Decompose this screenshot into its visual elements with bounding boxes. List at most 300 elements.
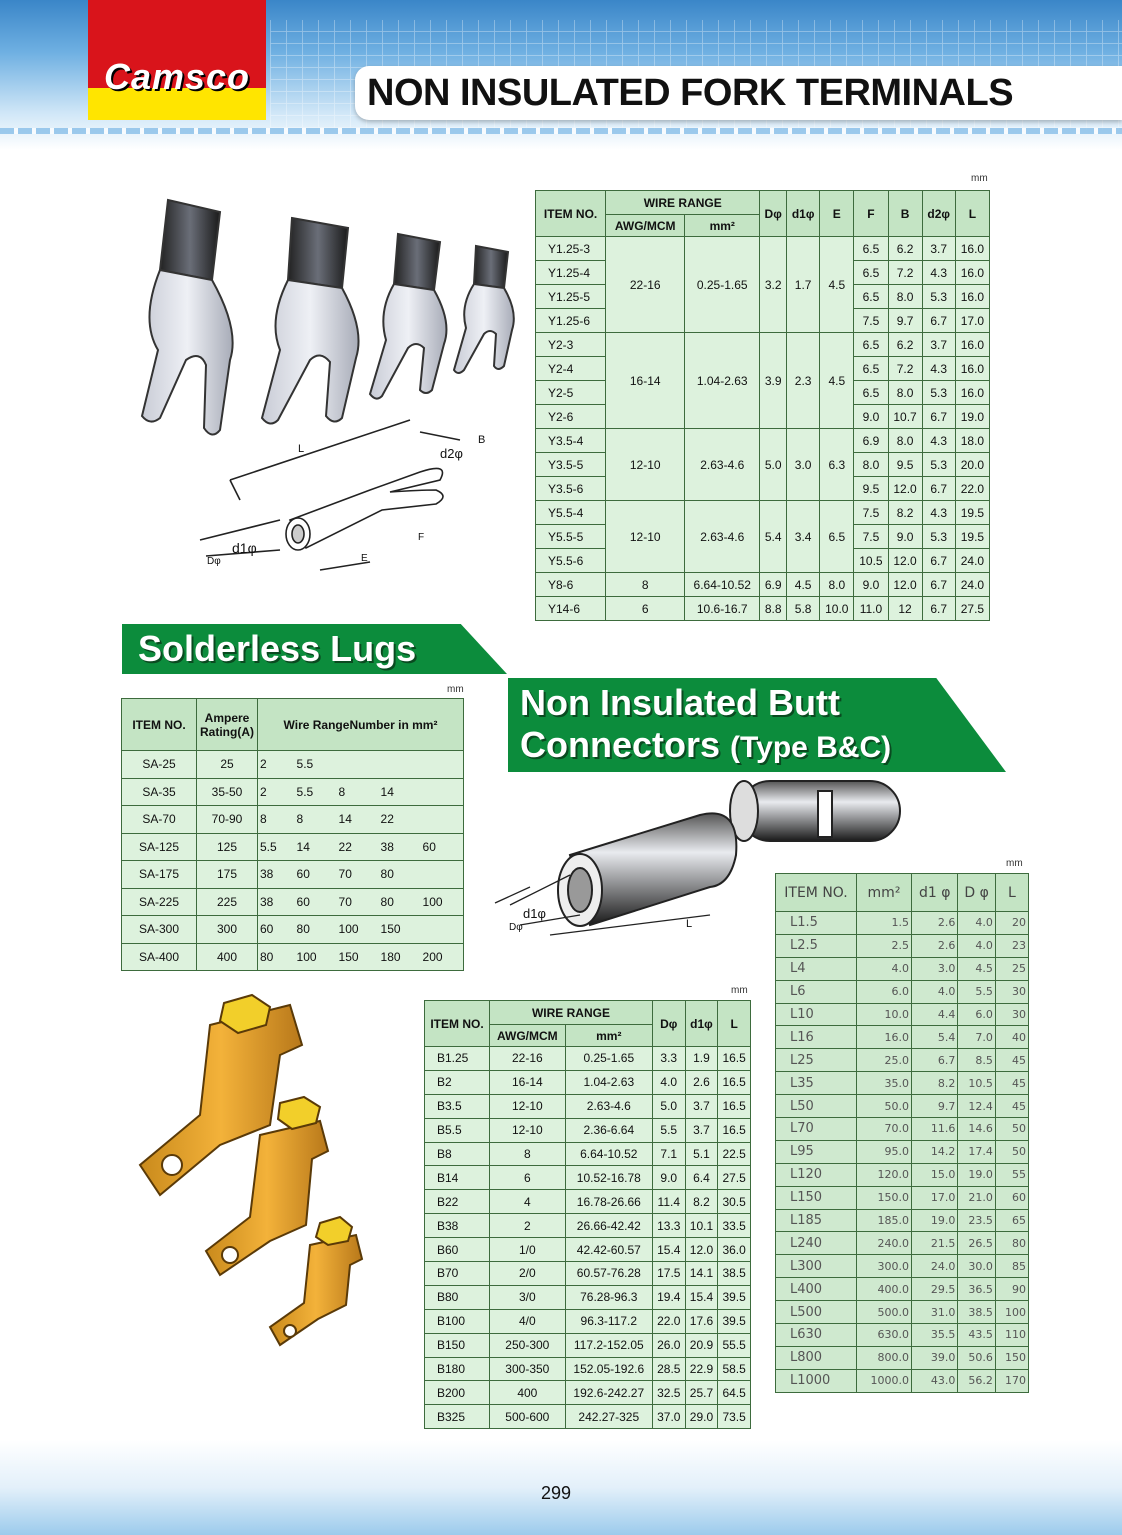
f-cell: 7.5	[854, 309, 888, 333]
d2-cell: 5.3	[922, 381, 955, 405]
item-no-cell: B70	[425, 1262, 490, 1286]
wire-size-cell: 200	[421, 943, 464, 971]
d-cell: 26.5	[958, 1232, 996, 1255]
fork-terminal-table	[535, 190, 990, 621]
f-cell: 6.5	[854, 285, 888, 309]
d1-cell: 4.4	[912, 1003, 958, 1026]
mm2-cell: 2.63-4.6	[565, 1094, 652, 1118]
item-no-cell: B8	[425, 1142, 490, 1166]
d1-cell: 4.0	[912, 980, 958, 1003]
dim-label-d2: d2φ	[440, 446, 463, 461]
wire-size-cell: 60	[295, 888, 337, 916]
b-cell: 7.2	[888, 261, 922, 285]
col-mm2: mm²	[565, 1025, 652, 1047]
item-no-cell: L240	[776, 1232, 857, 1255]
l-cell: 50	[995, 1118, 1028, 1141]
item-no-cell: Y2-5	[536, 381, 606, 405]
f-cell: 6.9	[854, 429, 888, 453]
col-l: L	[718, 1001, 751, 1047]
d-cell: 21.0	[958, 1186, 996, 1209]
item-no-cell: L6	[776, 980, 857, 1003]
d1-cell: 11.6	[912, 1118, 958, 1141]
col-b: B	[888, 191, 922, 237]
d-cell: 4.5	[958, 957, 996, 980]
d1-cell: 3.4	[787, 501, 820, 573]
l-cell: 30.5	[718, 1190, 751, 1214]
wire-size-cell: 70	[337, 861, 379, 889]
awg-cell: 8	[490, 1142, 566, 1166]
l-cell: 58.5	[718, 1357, 751, 1381]
f-cell: 9.5	[854, 477, 888, 501]
d2-cell: 4.3	[922, 357, 955, 381]
b-cell: 8.0	[888, 429, 922, 453]
mm2-cell: 26.66-42.42	[565, 1214, 652, 1238]
butt-connector-b-table	[424, 1000, 751, 1429]
page-title-box	[355, 66, 1122, 120]
mm2-cell: 400.0	[857, 1278, 912, 1301]
fork-terminal-small	[370, 234, 446, 399]
wire-size-cell: 100	[337, 916, 379, 944]
b-cell: 12.0	[888, 549, 922, 573]
item-no-cell: L300	[776, 1255, 857, 1278]
e-cell: 4.5	[820, 237, 854, 333]
f-cell: 8.0	[854, 453, 888, 477]
l-cell: 150	[995, 1346, 1028, 1369]
table-row	[776, 1324, 1029, 1347]
item-no-cell: B80	[425, 1285, 490, 1309]
b-cell: 6.2	[888, 237, 922, 261]
l-cell: 45	[995, 1072, 1028, 1095]
mm2-cell: 70.0	[857, 1118, 912, 1141]
d-cell: 19.0	[958, 1163, 996, 1186]
item-no-cell: B2	[425, 1070, 490, 1094]
d1-cell: 6.7	[912, 1049, 958, 1072]
d1-cell: 1.7	[787, 237, 820, 333]
item-no-cell: L50	[776, 1095, 857, 1118]
d1-cell: 20.9	[685, 1333, 718, 1357]
l-cell: 20	[995, 912, 1028, 935]
d-cell: 11.4	[652, 1190, 685, 1214]
ampere-cell: 225	[197, 888, 258, 916]
d-cell: 37.0	[652, 1405, 685, 1429]
table-row	[122, 833, 464, 861]
item-no-cell: B200	[425, 1381, 490, 1405]
wire-size-cell: 70	[337, 888, 379, 916]
l-cell: 16.5	[718, 1047, 751, 1071]
d2-cell: 5.3	[922, 453, 955, 477]
d2-cell: 6.7	[922, 405, 955, 429]
table-row	[425, 1262, 751, 1286]
d1-cell: 39.0	[912, 1346, 958, 1369]
table-row	[425, 1142, 751, 1166]
d1-cell: 31.0	[912, 1301, 958, 1324]
table-row	[122, 806, 464, 834]
mm2-cell: 60.57-76.28	[565, 1262, 652, 1286]
l-cell: 20.0	[955, 453, 989, 477]
col-d1: d1φ	[787, 191, 820, 237]
table-row	[776, 1209, 1029, 1232]
l-cell: 60	[995, 1186, 1028, 1209]
header-stripe	[0, 128, 1122, 134]
table-row	[536, 501, 990, 525]
table-row	[776, 980, 1029, 1003]
item-no-cell: Y5.5-5	[536, 525, 606, 549]
item-no-cell: Y5.5-4	[536, 501, 606, 525]
item-no-cell: Y5.5-6	[536, 549, 606, 573]
d-cell: 19.4	[652, 1285, 685, 1309]
dim-label-b: B	[478, 434, 486, 446]
d2-cell: 3.7	[922, 333, 955, 357]
table-row	[776, 912, 1029, 935]
f-cell: 10.5	[854, 549, 888, 573]
fork-terminal-large	[142, 200, 233, 435]
item-no-cell: SA-25	[122, 751, 197, 779]
d-cell: 32.5	[652, 1381, 685, 1405]
mm2-cell: 300.0	[857, 1255, 912, 1278]
d2-cell: 4.3	[922, 261, 955, 285]
d-cell: 14.6	[958, 1118, 996, 1141]
wire-size-cell	[421, 778, 464, 806]
d-cell: 4.0	[652, 1070, 685, 1094]
d1-cell: 3.0	[912, 957, 958, 980]
d-cell: 5.0	[760, 429, 787, 501]
b-cell: 7.2	[888, 357, 922, 381]
l-cell: 16.0	[955, 333, 989, 357]
table-row	[425, 1094, 751, 1118]
d1-cell: 2.6	[912, 934, 958, 957]
l-cell: 30	[995, 1003, 1028, 1026]
l-table-unit: mm	[1006, 858, 1023, 869]
col-l: L	[955, 191, 989, 237]
ampere-cell: 125	[197, 833, 258, 861]
col-ampere: Ampere Rating(A)	[197, 699, 258, 751]
page-number: 299	[541, 1483, 572, 1503]
d-cell: 12.4	[958, 1095, 996, 1118]
ampere-cell: 400	[197, 943, 258, 971]
d-cell: 8.5	[958, 1049, 996, 1072]
table-row	[536, 237, 990, 261]
d-cell: 6.0	[958, 1003, 996, 1026]
wire-size-cell: 38	[258, 888, 295, 916]
mm2-cell: 800.0	[857, 1346, 912, 1369]
l-cell: 170	[995, 1369, 1028, 1392]
l-cell: 45	[995, 1049, 1028, 1072]
wire-size-cell: 5.5	[258, 833, 295, 861]
d1-cell: 9.7	[912, 1095, 958, 1118]
d1-cell: 2.3	[787, 333, 820, 429]
item-no-cell: B3.5	[425, 1094, 490, 1118]
d-cell: 3.3	[652, 1047, 685, 1071]
b-cell: 8.0	[888, 381, 922, 405]
wire-size-cell: 60	[295, 861, 337, 889]
b-cell: 9.0	[888, 525, 922, 549]
table-row	[425, 1309, 751, 1333]
table-row	[776, 1163, 1029, 1186]
wire-size-cell: 150	[337, 943, 379, 971]
l-cell: 65	[995, 1209, 1028, 1232]
f-cell: 6.5	[854, 381, 888, 405]
e-cell: 6.5	[820, 501, 854, 573]
mm2-cell: 2.5	[857, 934, 912, 957]
table-row	[776, 1140, 1029, 1163]
table-row	[425, 1357, 751, 1381]
d-cell: 30.0	[958, 1255, 996, 1278]
d-cell: 23.5	[958, 1209, 996, 1232]
wire-size-cell: 5.5	[295, 751, 337, 779]
table-row	[425, 1238, 751, 1262]
item-no-cell: B14	[425, 1166, 490, 1190]
wire-size-cell: 80	[295, 916, 337, 944]
col-item: ITEM NO.	[776, 874, 857, 912]
l-cell: 24.0	[955, 573, 989, 597]
wire-size-cell: 80	[258, 943, 295, 971]
table-row	[425, 1285, 751, 1309]
mm2-cell: 35.0	[857, 1072, 912, 1095]
wire-size-cell: 38	[258, 861, 295, 889]
l-cell: 23	[995, 934, 1028, 957]
l-cell: 40	[995, 1026, 1028, 1049]
awg-cell: 16-14	[606, 333, 685, 429]
d-cell: 3.2	[760, 237, 787, 333]
l-cell: 64.5	[718, 1381, 751, 1405]
mm2-cell: 2.63-4.6	[685, 501, 760, 573]
wire-size-cell: 60	[421, 833, 464, 861]
d-cell: 26.0	[652, 1333, 685, 1357]
l-cell: 30	[995, 980, 1028, 1003]
awg-cell: 8	[606, 573, 685, 597]
item-no-cell: B38	[425, 1214, 490, 1238]
butt-dim-d1: d1φ	[523, 906, 546, 921]
page-title: NON INSULATED FORK TERMINALS	[367, 72, 1014, 114]
item-no-cell: SA-70	[122, 806, 197, 834]
d-cell: 4.0	[958, 912, 996, 935]
d1-cell: 15.4	[685, 1285, 718, 1309]
d1-cell: 8.2	[685, 1190, 718, 1214]
l-cell: 16.0	[955, 261, 989, 285]
l-cell: 33.5	[718, 1214, 751, 1238]
mm2-cell: 117.2-152.05	[565, 1333, 652, 1357]
table-row	[776, 1049, 1029, 1072]
d1-cell: 29.5	[912, 1278, 958, 1301]
item-no-cell: Y2-3	[536, 333, 606, 357]
mm2-cell: 4.0	[857, 957, 912, 980]
f-cell: 9.0	[854, 405, 888, 429]
col-f: F	[854, 191, 888, 237]
wire-size-cell: 150	[379, 916, 421, 944]
butt-connectors-banner	[508, 678, 1006, 772]
table-row	[425, 1190, 751, 1214]
item-no-cell: B5.5	[425, 1118, 490, 1142]
wire-size-cell: 14	[337, 806, 379, 834]
d-cell: 28.5	[652, 1357, 685, 1381]
l-cell: 110	[995, 1324, 1028, 1347]
d1-cell: 17.6	[685, 1309, 718, 1333]
table-row	[536, 573, 990, 597]
mm2-cell: 0.25-1.65	[565, 1047, 652, 1071]
d-cell: 5.5	[958, 980, 996, 1003]
table-row	[776, 1095, 1029, 1118]
mm2-cell: 1.5	[857, 912, 912, 935]
col-l: L	[995, 874, 1028, 912]
wire-size-cell: 2	[258, 778, 295, 806]
d1-cell: 10.1	[685, 1214, 718, 1238]
b-cell: 12	[888, 597, 922, 621]
dim-label-d1: d1φ	[232, 540, 257, 556]
table-row	[776, 934, 1029, 957]
awg-cell: 12-10	[606, 429, 685, 501]
mm2-cell: 2.36-6.64	[565, 1118, 652, 1142]
wire-size-cell: 80	[379, 888, 421, 916]
mm2-cell: 1000.0	[857, 1369, 912, 1392]
d1-cell: 2.6	[685, 1070, 718, 1094]
wire-size-cell: 8	[337, 778, 379, 806]
d-cell: 22.0	[652, 1309, 685, 1333]
f-cell: 6.5	[854, 333, 888, 357]
mm2-cell: 16.78-26.66	[565, 1190, 652, 1214]
l-cell: 16.0	[955, 357, 989, 381]
l-cell: 100	[995, 1301, 1028, 1324]
item-no-cell: Y2-4	[536, 357, 606, 381]
b-table-unit: mm	[731, 985, 748, 996]
mm2-cell: 25.0	[857, 1049, 912, 1072]
item-no-cell: L800	[776, 1346, 857, 1369]
table-row	[776, 1003, 1029, 1026]
d1-cell: 17.0	[912, 1186, 958, 1209]
l-cell: 25	[995, 957, 1028, 980]
d1-cell: 5.8	[787, 597, 820, 621]
butt-connector-l-table	[775, 873, 1029, 1393]
item-no-cell: Y1.25-5	[536, 285, 606, 309]
f-cell: 6.5	[854, 261, 888, 285]
d-cell: 9.0	[652, 1166, 685, 1190]
d-cell: 17.5	[652, 1262, 685, 1286]
f-cell: 7.5	[854, 525, 888, 549]
l-cell: 24.0	[955, 549, 989, 573]
logo-text: Camsco	[103, 56, 251, 97]
awg-cell: 4/0	[490, 1309, 566, 1333]
wire-size-cell: 38	[379, 833, 421, 861]
d1-cell: 3.0	[787, 429, 820, 501]
d-cell: 6.9	[760, 573, 787, 597]
d-cell: 8.8	[760, 597, 787, 621]
item-no-cell: L10	[776, 1003, 857, 1026]
table-row	[776, 1301, 1029, 1324]
item-no-cell: L25	[776, 1049, 857, 1072]
mm2-cell: 185.0	[857, 1209, 912, 1232]
solderless-lugs-banner	[122, 624, 507, 674]
item-no-cell: L500	[776, 1301, 857, 1324]
col-item: ITEM NO.	[122, 699, 197, 751]
b-cell: 10.7	[888, 405, 922, 429]
wire-size-cell: 60	[258, 916, 295, 944]
item-no-cell: L630	[776, 1324, 857, 1347]
mm2-cell: 10.0	[857, 1003, 912, 1026]
mm2-cell: 42.42-60.57	[565, 1238, 652, 1262]
table-row	[776, 1255, 1029, 1278]
table-row	[425, 1070, 751, 1094]
mm2-cell: 0.25-1.65	[685, 237, 760, 333]
l-cell: 80	[995, 1232, 1028, 1255]
table-row	[425, 1214, 751, 1238]
item-no-cell: SA-35	[122, 778, 197, 806]
wire-size-cell: 2	[258, 751, 295, 779]
d-cell: 3.9	[760, 333, 787, 429]
wire-size-cell	[379, 751, 421, 779]
item-no-cell: B22	[425, 1190, 490, 1214]
b-cell: 9.7	[888, 309, 922, 333]
d-cell: 38.5	[958, 1301, 996, 1324]
e-cell: 8.0	[820, 573, 854, 597]
awg-cell: 12-10	[490, 1118, 566, 1142]
mm2-cell: 10.52-16.78	[565, 1166, 652, 1190]
d1-cell: 4.5	[787, 573, 820, 597]
l-cell: 55.5	[718, 1333, 751, 1357]
d1-cell: 14.1	[685, 1262, 718, 1286]
fork-terminal-medium	[262, 218, 359, 424]
item-no-cell: L16	[776, 1026, 857, 1049]
wire-size-cell: 180	[379, 943, 421, 971]
mm2-cell: 96.3-117.2	[565, 1309, 652, 1333]
col-item: ITEM NO.	[425, 1001, 490, 1047]
table-row	[122, 778, 464, 806]
wire-size-cell	[421, 751, 464, 779]
l-cell: 90	[995, 1278, 1028, 1301]
d-cell: 7.1	[652, 1142, 685, 1166]
mm2-cell: 6.0	[857, 980, 912, 1003]
col-awg: AWG/MCM	[490, 1025, 566, 1047]
b-cell: 9.5	[888, 453, 922, 477]
ampere-cell: 25	[197, 751, 258, 779]
d-cell: 56.2	[958, 1369, 996, 1392]
l-cell: 16.0	[955, 237, 989, 261]
col-wire-range-number: Wire RangeNumber in mm²	[258, 699, 464, 751]
e-cell: 4.5	[820, 333, 854, 429]
col-d1: d1φ	[685, 1001, 718, 1047]
l-cell: 19.0	[955, 405, 989, 429]
item-no-cell: SA-225	[122, 888, 197, 916]
wire-size-cell: 8	[258, 806, 295, 834]
item-no-cell: SA-125	[122, 833, 197, 861]
mm2-cell: 16.0	[857, 1026, 912, 1049]
l-cell: 27.5	[718, 1166, 751, 1190]
d1-cell: 2.6	[912, 912, 958, 935]
d2-cell: 5.3	[922, 525, 955, 549]
butt-connector-small	[730, 781, 900, 841]
item-no-cell: L1000	[776, 1369, 857, 1392]
awg-cell: 2/0	[490, 1262, 566, 1286]
ampere-cell: 70-90	[197, 806, 258, 834]
table-row	[425, 1166, 751, 1190]
ampere-cell: 35-50	[197, 778, 258, 806]
table-row	[122, 751, 464, 779]
col-wire-range: WIRE RANGE	[606, 191, 760, 215]
ampere-cell: 175	[197, 861, 258, 889]
l-cell: 19.5	[955, 525, 989, 549]
d1-cell: 22.9	[685, 1357, 718, 1381]
mm2-cell: 1.04-2.63	[565, 1070, 652, 1094]
wire-size-cell: 14	[295, 833, 337, 861]
l-cell: 19.5	[955, 501, 989, 525]
item-no-cell: L150	[776, 1186, 857, 1209]
d-cell: 5.4	[760, 501, 787, 573]
solderless-lugs-title: Solderless Lugs	[138, 628, 417, 669]
table-row	[536, 333, 990, 357]
l-cell: 16.0	[955, 381, 989, 405]
col-d: D φ	[958, 874, 996, 912]
mm2-cell: 192.6-242.27	[565, 1381, 652, 1405]
f-cell: 9.0	[854, 573, 888, 597]
awg-cell: 3/0	[490, 1285, 566, 1309]
